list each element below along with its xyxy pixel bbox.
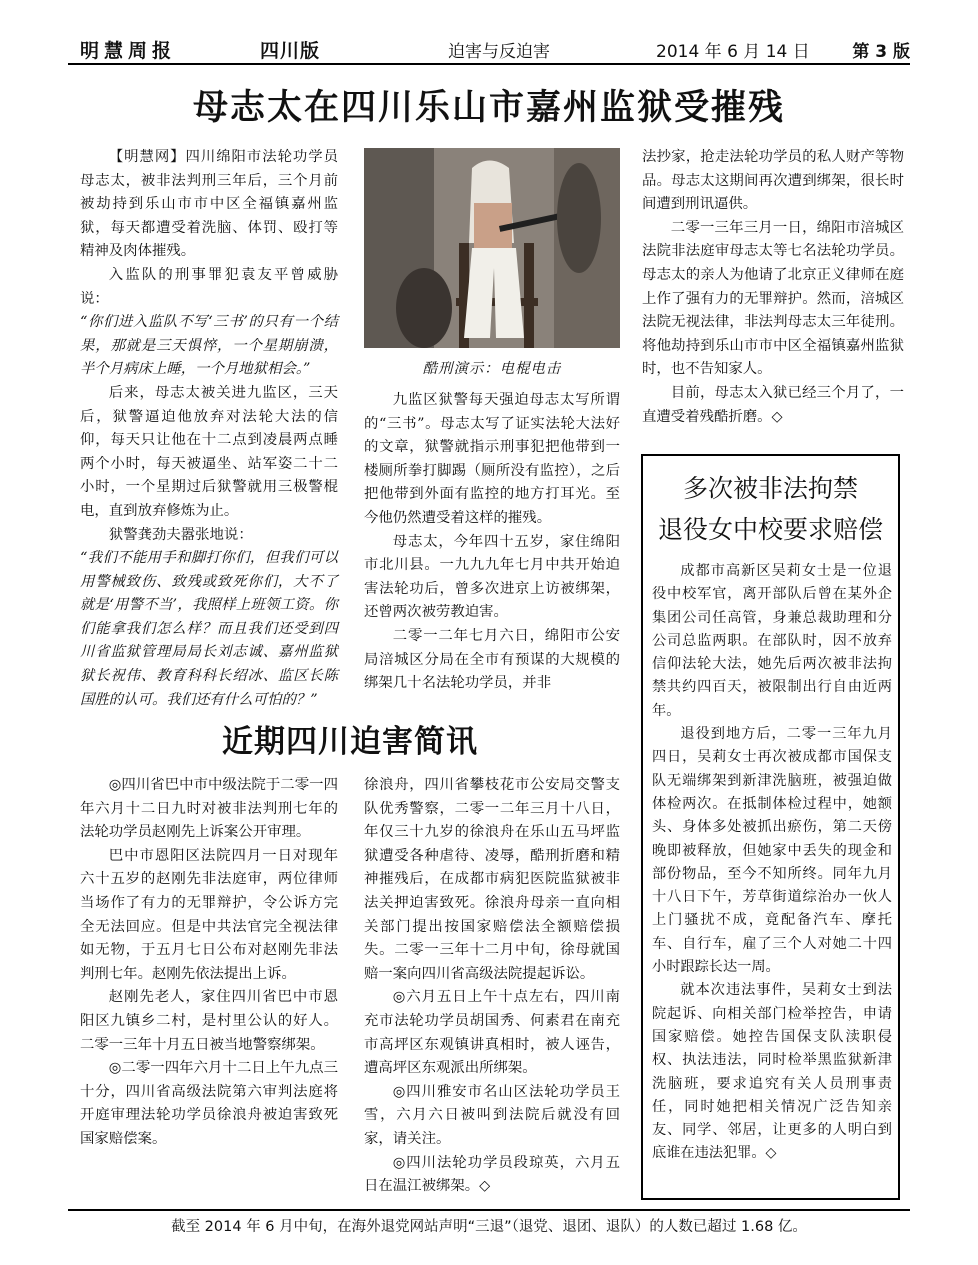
- article-paragraph: 退役到地方后，二零一三年九月四日，吴莉女士再次被成都市国保支队无端绑架到新津洗脑班，被强迫做体检两次。在抵制体检过程中，她额头、身体多处被抓出瘀伤，第二天傍晚即被释放，但她家中丢失的现金和部份物品，至今不知所终。同年九月十八日下午，芳草街道综治办一伙人上门骚扰不成，竟配备汽车、摩托车、自行车，雇了三个人对她二十四小时跟踪长达一周。: [652, 726, 892, 976]
- main-article-title: 母志太在四川乐山市嘉州监狱受摧残: [192, 87, 785, 128]
- photo-illustration: [364, 148, 620, 348]
- article-paragraph: 【明慧网】四川绵阳市法轮功学员母志太，被非法判刑三年后，三个月前被劫持到乐山市市中区全福镇嘉州监狱，每天都遭受着洗脑、体罚、殴打等精神及肉体摧残。: [80, 149, 338, 260]
- brief-article-title: 近期四川迫害简讯: [222, 724, 478, 760]
- main-article-column-2: [364, 389, 620, 696]
- section-label: 迫害与反迫害: [448, 42, 550, 62]
- main-article-column-3: [642, 146, 904, 429]
- article-paragraph: 法抄家，抢走法轮功学员的私人财产等物品。母志太这期间再次遭到绑架，很长时间遭到刑讯逼供。: [642, 149, 904, 213]
- footer-notice: 截至 2014 年 6 月中旬，在海外退党网站声明“三退”（退党、退团、退队）的人数已超过 1.68 亿。: [171, 1219, 807, 1235]
- page-number: 第 3 版: [852, 42, 910, 62]
- side-article-title-line-2: 退役女中校要求赔偿: [657, 515, 883, 544]
- newspaper-name: 明慧周报: [80, 40, 177, 62]
- issue-date: 2014 年 6 月 14 日: [656, 42, 810, 62]
- torture-demonstration-photo: [364, 148, 620, 348]
- article-paragraph: ◎四川法轮功学员段琼英，六月五日在温江被绑架。◇: [364, 1154, 620, 1195]
- article-paragraph: 二零一二年七月六日，绵阳市公安局涪城区分局在全市有预谋的大规模的绑架几十名法轮功学员，并非: [364, 627, 620, 692]
- article-quote: “你们进入监队不写‘三书’的只有一个结果，那就是三天惧悴，一个星期崩溃，半个月病床上睡，一个月地狱相会。”: [80, 314, 338, 378]
- brief-article-column-2: [364, 774, 620, 1199]
- article-paragraph: 巴中市恩阳区法院四月一日对现年六十五岁的赵刚先非法庭审，两位律师当场作了有力的无罪辩护，令公诉方完全无法回应。但是中共法官完全视法律如无物，于五月七日公布对赵刚先非法判刑七年。赵刚先依法提出上诉。: [80, 847, 338, 982]
- article-paragraph: ◎二零一四年六月十二日上午九点三十分，四川省高级法院第六审判法庭将开庭审理法轮功学员徐浪舟被迫害致死国家赔偿案。: [80, 1060, 338, 1147]
- article-paragraph: 赵刚先老人，家住四川省巴中市恩阳区九镇乡二村，是村里公认的好人。二零一三年十月五日被当地警察绑架。: [80, 989, 338, 1053]
- article-paragraph: ◎六月五日上午十点左右，四川南充市法轮功学员胡国秀、何素君在南充市高坪区东观镇讲真相时，被人诬告，遭高坪区东观派出所绑架。: [364, 989, 620, 1077]
- article-paragraph: 后来，母志太被关进九监区，三天后，狱警逼迫他放弃对法轮大法的信仰，每天只让他在十二点到凌晨两点睡两个小时，每天被逼坐、站军姿二十二小时，一个星期过后狱警就用三极警棍电，直到放弃修炼为止。: [80, 384, 338, 519]
- page-header: [68, 34, 910, 62]
- article-quote: “我们不能用手和脚打你们，但我们可以用警械致伤、致残或致死你们，大不了就是‘用警不当’，我照样上班领工资。你们能拿我们怎么样？而且我们还受到四川省监狱管理局局长刘志诚、嘉州监狱狱长祝伟、教育科科长绍冰、监区长陈国胜的认可。我们还有什么可怕的？”: [80, 550, 338, 708]
- footer-divider: [68, 1209, 910, 1211]
- article-paragraph: 徐浪舟，四川省攀枝花市公安局交警支队优秀警察，二零一二年三月十八日，年仅三十九岁的徐浪舟在乐山五马坪监狱遭受各种虐待、凌辱，酷刑折磨和精神摧残后，在成都市病犯医院监狱被非法关押迫害致死。徐浪舟母亲一直向相关部门提出按国家赔偿法全额赔偿损失。二零一三年十二月中旬，徐母就国赔一案向四川省高级法院提起诉讼。: [364, 777, 620, 982]
- article-paragraph: 九监区狱警每天强迫母志太写所谓的“三书”。母志太写了证实法轮大法好的文章，狱警就指示刑事犯把他带到一楼厕所拳打脚踢（厕所没有监控），之后把他带到外面有监控的地方打耳光。至今他仍然遭受着这样的摧残。: [364, 392, 620, 526]
- brief-article-column-1: [80, 774, 338, 1152]
- side-article-title: [641, 468, 900, 550]
- article-paragraph: 目前，母志太入狱已经三个月了，一直遭受着残酷折磨。◇: [642, 384, 904, 425]
- article-paragraph: 狱警龚劲夫嚣张地说：: [108, 526, 253, 543]
- side-article-body: [652, 560, 892, 1166]
- article-paragraph: ◎四川雅安市名山区法轮功学员王雪，六月六日被叫到法院后就没有回家，请关注。: [364, 1083, 620, 1147]
- main-article-column-1: [80, 146, 338, 712]
- article-paragraph: 母志太，今年四十五岁，家住绵阳市北川县。一九九九年七月中共开始迫害法轮功后，曾多次进京上访被绑架，还曾两次被劳教迫害。: [364, 533, 620, 621]
- article-paragraph: 入监队的刑事罪犯袁友平曾威胁说：: [80, 266, 338, 307]
- article-paragraph: ◎四川省巴中市中级法院于二零一四年六月十二日九时对被非法判刑七年的法轮功学员赵刚先上诉案公开审理。: [80, 777, 338, 841]
- article-paragraph: 就本次违法事件，吴莉女士到法院起诉、向相关部门检举控告，申请国家赔偿。她控告国保支队渎职侵权、执法违法，同时检举黑监狱新津洗脑班，要求追究有关人员刑事责任，同时她把相关情况广泛告知亲友、同学、邻居，让更多的人明白到底谁在违法犯罪。◇: [652, 982, 892, 1162]
- edition-label: 四川版: [260, 40, 321, 62]
- photo-caption: 酷刑演示：电棍电击: [422, 361, 562, 377]
- header-divider: [68, 63, 910, 65]
- side-article-title-line-1: 多次被非法拘禁: [682, 474, 858, 503]
- article-paragraph: 二零一三年三月一日，绵阳市涪城区法院非法庭审母志太等七名法轮功学员。母志太的亲人为他请了北京正义律师在庭上作了强有力的无罪辩护。然而，涪城区法院无视法律，非法判母志太三年徒刑。将他劫持到乐山市市中区全福镇嘉州监狱时，也不告知家人。: [642, 219, 904, 378]
- article-paragraph: 成都市高新区吴莉女士是一位退役中校军官，离开部队后曾在某外企集团公司任高管，身兼总裁助理和分公司总监两职。在部队时，因不放弃信仰法轮大法，她先后两次被非法拘禁共约四百天，被限制出行自由近两年。: [652, 563, 892, 719]
